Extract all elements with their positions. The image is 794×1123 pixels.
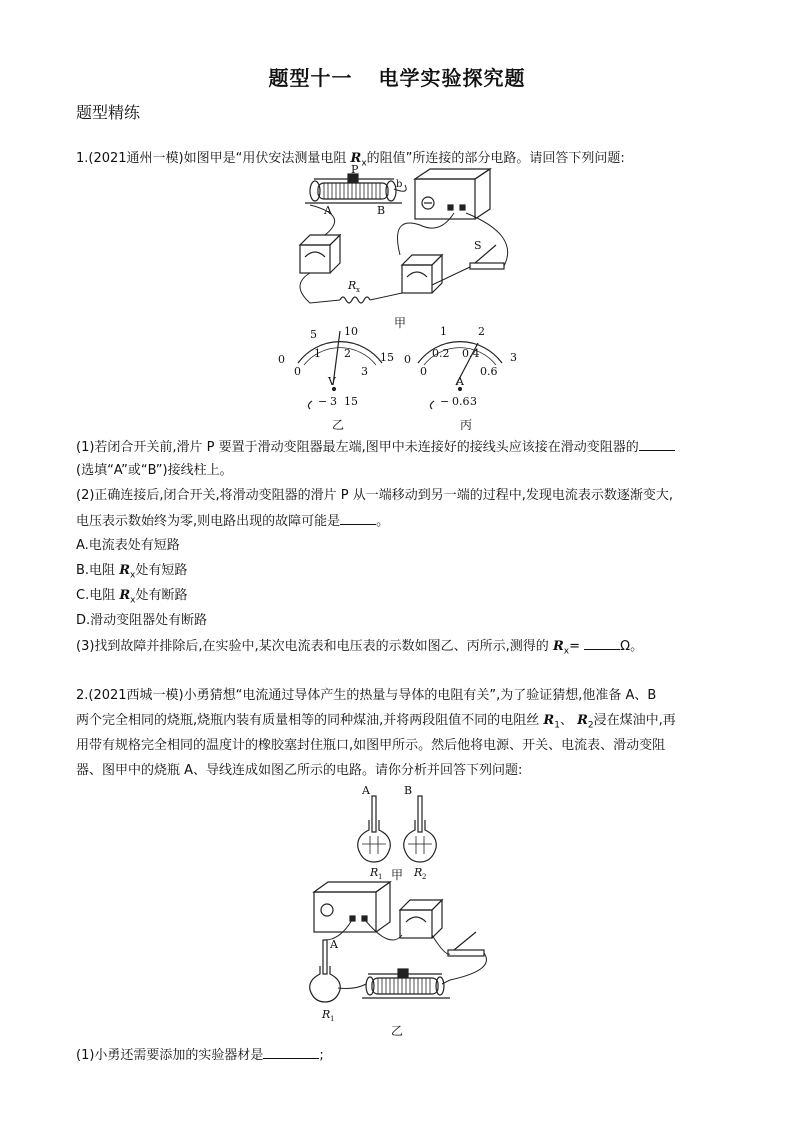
option-c — [76, 587, 188, 610]
a-outer-3: 3 — [510, 351, 517, 364]
q2-l2-pre: 两个完全相同的烧瓶,烧瓶内装有质量相等的同种煤油,并将两段阻值不同的电阻丝 — [76, 713, 544, 728]
page-title — [0, 62, 794, 91]
v-inner-3: 3 — [361, 365, 368, 378]
q2-line2 — [76, 712, 676, 735]
option-b-post: 处有短路 — [135, 563, 188, 578]
option-b-pre: B.电阻 — [76, 563, 120, 578]
option-a: A.电流表处有短路 — [76, 538, 180, 553]
q1-part1-line1 — [76, 438, 675, 457]
q2-part1 — [76, 1046, 324, 1065]
answer-blank[interactable] — [263, 1046, 319, 1059]
flask-label-b: B — [404, 784, 413, 797]
q1-part1-line2: (选填“A”或“B”)接线柱上。 — [76, 463, 233, 478]
a-outer-2: 2 — [478, 325, 485, 338]
q2-l2-post: 浸在煤油中,再 — [593, 713, 676, 728]
rheostat — [305, 174, 402, 203]
rx-symbol: R — [552, 639, 564, 654]
section-heading: 题型精练 — [76, 103, 141, 122]
r2-symbol: R — [577, 713, 588, 728]
q1-part3 — [76, 637, 643, 661]
caption-yi: 乙 — [332, 418, 345, 432]
option-d: D.滑动变阻器处有断路 — [76, 613, 208, 628]
q2-line3: 用带有规格完全相同的温度计的橡胶塞封住瓶口,如图甲所示。然后他将电源、开关、电流表、滑动变阻 — [76, 738, 666, 753]
rx-subscript: x — [130, 570, 136, 581]
q1-p3-text: (3)找到故障并排除后,在实验中,某次电流表和电压表的示数如图乙、丙所示,测得的 — [76, 639, 553, 654]
flask-b — [404, 796, 437, 862]
a-inner-04: 0.4 — [462, 347, 480, 360]
q2-line1: 2.(2021西城一模)小勇猜想“电流通过导体产生的热量与导体的电阻有关”,为了验证猜想,他准备 A、B — [76, 688, 657, 703]
a-letter: A — [456, 375, 464, 388]
v-outer-5: 5 — [310, 328, 317, 341]
q2-p1-end: ; — [319, 1048, 324, 1063]
q1-p2-end: 。 — [376, 514, 390, 529]
v-outer-0: 0 — [278, 353, 285, 366]
rx-subscript: x — [361, 158, 367, 169]
q1-p1-text: (1)若闭合开关前,滑片 P 要置于滑动变阻器最左端,图甲中未连接好的接线头应该接在滑动变阻器的 — [76, 440, 639, 455]
a-inner-06: 0.6 — [480, 365, 498, 378]
v-term-minus: − — [318, 395, 328, 408]
q2-caption-jia: 甲 — [391, 868, 404, 882]
q2-line4: 器、图甲中的烧瓶 A、导线连成如图乙所示的电路。请你分析并回答下列问题: — [76, 763, 523, 778]
label-rx-sub: x — [356, 286, 360, 294]
q1-p3-eq: = — [569, 639, 580, 654]
a-outer-1: 1 — [440, 325, 447, 338]
rheostat-2 — [362, 969, 450, 998]
q1-stem-a: 1.(2021通州一模)如图甲是“用伏安法测量电阻 — [76, 151, 351, 166]
ammeter — [402, 255, 442, 293]
a-term-06: 0.6 — [452, 395, 470, 408]
power-supply — [415, 169, 490, 219]
v-wire — [308, 401, 312, 409]
a-term-3: 3 — [470, 395, 477, 408]
label-r2-sub: 2 — [422, 873, 427, 880]
v-outer-15: 15 — [380, 351, 394, 364]
q2-figure-jia — [350, 780, 450, 880]
r2-subscript: 2 — [587, 720, 594, 731]
v-outer-10: 10 — [344, 325, 358, 338]
resistor-rx — [340, 297, 370, 303]
v-inner-0: 0 — [294, 365, 301, 378]
label-r2: R — [414, 866, 423, 879]
rx-symbol: R — [350, 151, 362, 166]
q2-caption-yi: 乙 — [391, 1024, 404, 1038]
flask-a — [358, 796, 391, 862]
title-part2: 电学实验探究题 — [378, 66, 526, 90]
a-term-minus: − — [440, 395, 450, 408]
voltmeter — [300, 235, 340, 273]
q2-figure-yi — [300, 880, 500, 1030]
q1-part2-line1: (2)正确连接后,闭合开关,将滑动变阻器的滑片 P 从一端移动到另一端的过程中,发现电流表示数逐渐变大, — [76, 488, 674, 503]
rx-symbol: R — [119, 563, 130, 578]
q1-p2-text: 电压表示数始终为零,则电路出现的故障可能是 — [76, 514, 341, 529]
ammeter-2 — [400, 900, 442, 938]
r1-symbol: R — [543, 713, 555, 728]
label-r1-2-sub: 1 — [330, 1015, 335, 1023]
flask-label-a-2: A — [330, 938, 338, 951]
option-b — [76, 562, 187, 585]
flask-label-a: A — [362, 784, 370, 797]
option-c-post: 处有断路 — [135, 588, 188, 603]
label-b: B — [377, 204, 386, 217]
title-part1: 题型十一 — [268, 66, 353, 90]
rx-subscript: x — [130, 595, 136, 606]
label-b-lower: b — [396, 179, 403, 190]
a-outer-0: 0 — [404, 353, 411, 366]
a-wire — [430, 401, 434, 409]
label-a: A — [324, 204, 332, 217]
q1-p3-unit: Ω。 — [620, 639, 644, 654]
a-inner-02: 0.2 — [432, 347, 450, 360]
caption-jia: 甲 — [394, 316, 407, 330]
rx-symbol: R — [119, 588, 131, 603]
label-p: P — [351, 165, 359, 176]
v-term-3: 3 — [330, 395, 337, 408]
label-rx: R — [348, 279, 357, 292]
r1-subscript: 1 — [554, 720, 560, 731]
switch-2 — [448, 932, 484, 956]
label-r1: R — [370, 866, 379, 879]
q2-sep: 、 — [559, 713, 573, 728]
caption-bing: 丙 — [460, 418, 473, 432]
q1-figure — [270, 165, 530, 435]
label-r1-2: R — [322, 1008, 331, 1021]
v-inner-1: 1 — [314, 347, 321, 360]
label-r1-sub: 1 — [378, 873, 383, 880]
a-inner-0: 0 — [420, 365, 427, 378]
option-c-pre: C.电阻 — [76, 588, 120, 603]
answer-blank[interactable] — [584, 637, 620, 650]
power-supply-2 — [314, 882, 390, 932]
q1-part2-line2 — [76, 512, 389, 531]
q1-stem-b: 的阻值”所连接的部分电路。请回答下列问题: — [366, 151, 625, 166]
v-term-15: 15 — [344, 395, 358, 408]
v-letter: V — [328, 375, 336, 388]
answer-blank[interactable] — [340, 512, 376, 525]
label-s: S — [474, 239, 482, 252]
v-inner-2: 2 — [344, 347, 351, 360]
answer-blank[interactable] — [639, 438, 675, 451]
rx-subscript: x — [563, 646, 570, 657]
q2-p1-text: (1)小勇还需要添加的实验器材是 — [76, 1048, 264, 1063]
